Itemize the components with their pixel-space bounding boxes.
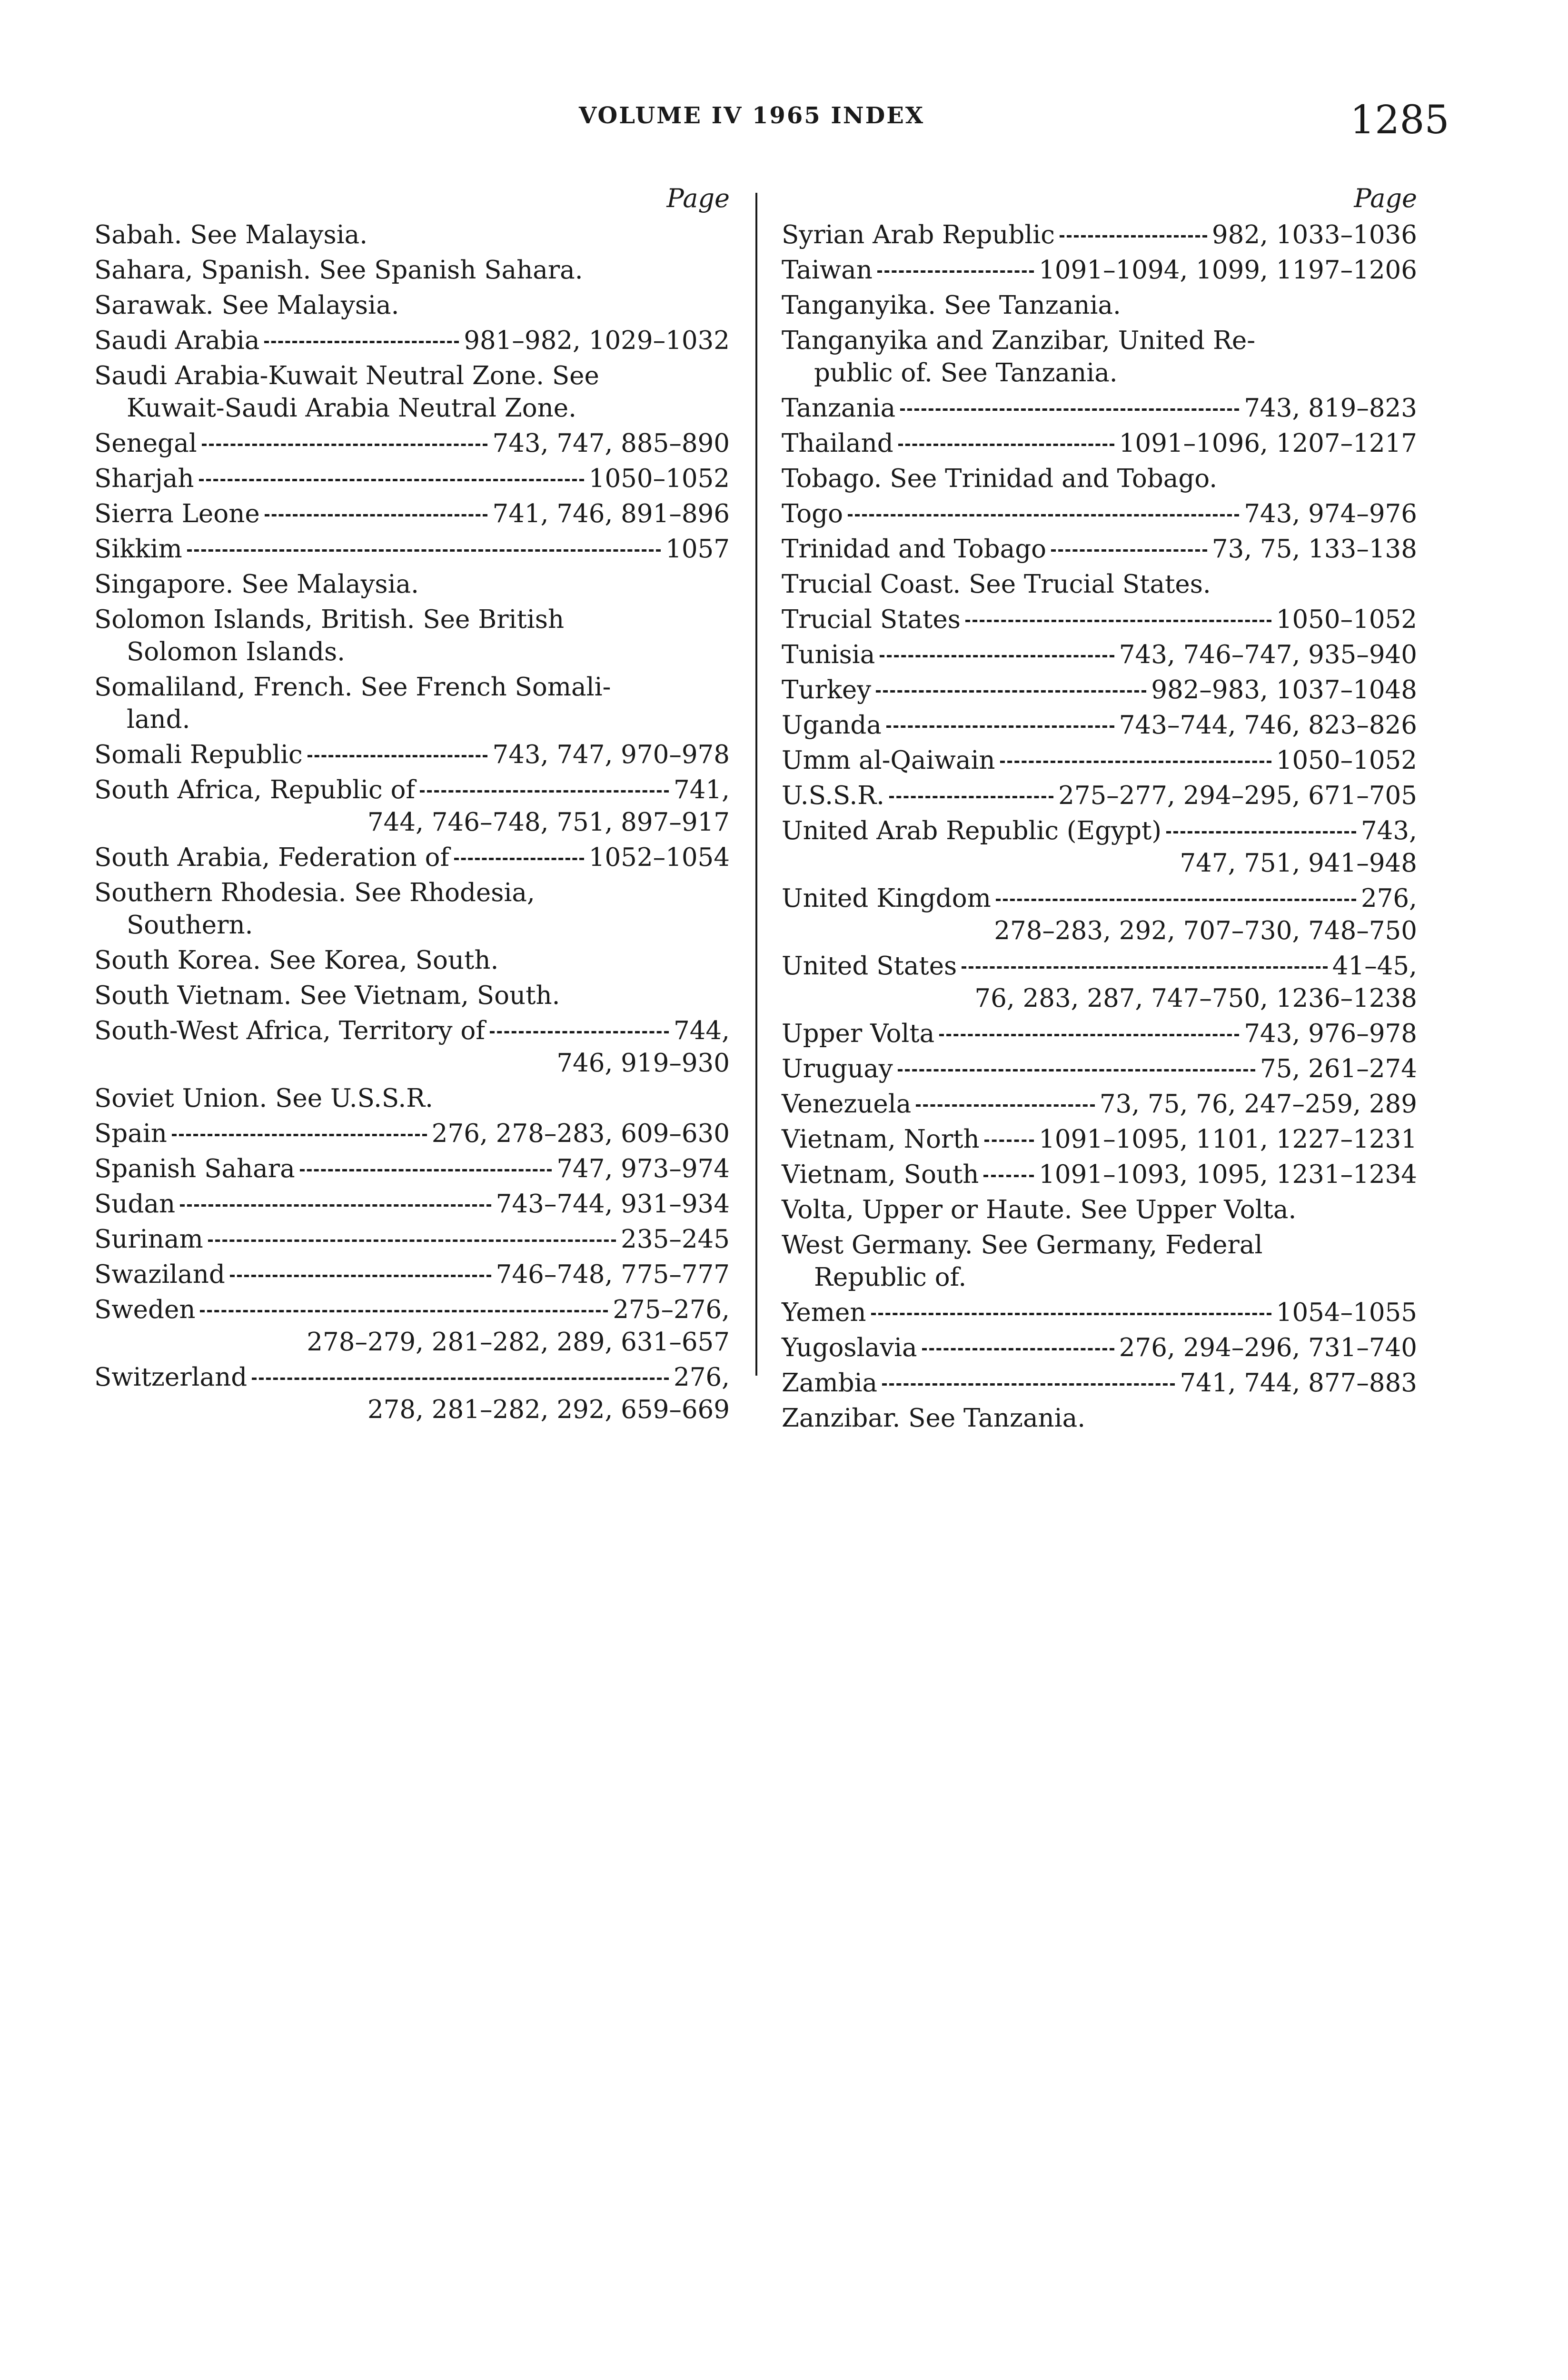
entry-line xyxy=(782,427,1417,460)
entry-pages: 275–276, xyxy=(613,1295,730,1324)
entry-continuation: Solomon Islands. xyxy=(127,637,346,666)
dot-leader xyxy=(939,1034,1239,1036)
dot-leader xyxy=(264,341,459,343)
entry-name: South Africa, Republic of xyxy=(94,775,416,804)
entry-text: Trucial Coast. See Trucial States. xyxy=(782,570,1211,599)
dot-leader xyxy=(1060,235,1207,238)
index-entry xyxy=(782,1123,1417,1156)
entry-name: Switzerland xyxy=(94,1363,248,1392)
entry-name: Sharjah xyxy=(94,464,194,493)
index-entry xyxy=(782,604,1417,636)
entry-line xyxy=(94,739,730,771)
index-entry xyxy=(94,671,730,736)
entry-line xyxy=(782,219,1417,251)
index-entry xyxy=(94,568,730,601)
index-entry xyxy=(94,1015,730,1080)
entries-right xyxy=(782,219,1417,1435)
entry-name: Upper Volta xyxy=(782,1019,935,1048)
entry-pages: 276, 278–283, 609–630 xyxy=(431,1119,730,1148)
entry-name: Taiwan xyxy=(782,256,873,285)
entry-pages: 743–744, 931–934 xyxy=(496,1190,730,1219)
index-entry xyxy=(782,427,1417,460)
index-entry xyxy=(782,1053,1417,1085)
entry-line xyxy=(94,842,730,874)
entry-line xyxy=(94,1118,730,1150)
entry-name: Spanish Sahara xyxy=(94,1154,295,1183)
entry-name: Surinam xyxy=(94,1225,203,1254)
index-entry xyxy=(94,1082,730,1115)
index-entry xyxy=(94,739,730,771)
entry-pages: 743–744, 746, 823–826 xyxy=(1119,711,1417,740)
entry-name: Togo xyxy=(782,499,843,528)
index-entry xyxy=(782,498,1417,530)
index-entry xyxy=(782,1018,1417,1050)
entry-text: Sabah. See Malaysia. xyxy=(94,220,368,249)
entry-text: Solomon Islands, British. See British xyxy=(94,605,565,634)
entry-name: Sierra Leone xyxy=(94,499,260,528)
entry-text: Zanzibar. See Tanzania. xyxy=(782,1404,1086,1433)
entry-pages: 981–982, 1029–1032 xyxy=(464,326,730,355)
entry-pages-continued: 747, 751, 941–948 xyxy=(1180,849,1417,878)
dot-leader xyxy=(200,1310,608,1312)
index-entry xyxy=(782,533,1417,565)
entry-line xyxy=(782,780,1417,812)
dot-leader xyxy=(898,444,1114,446)
index-entry xyxy=(782,1088,1417,1121)
entries-left xyxy=(94,219,730,1426)
entry-name: Somali Republic xyxy=(94,740,303,769)
entry-name: Sikkim xyxy=(94,535,182,564)
entry-pages: 741, 744, 877–883 xyxy=(1180,1368,1417,1398)
dot-leader xyxy=(490,1031,669,1033)
dot-leader xyxy=(180,1204,491,1207)
dot-leader xyxy=(922,1348,1114,1350)
entry-pages-continued: 278–283, 292, 707–730, 748–750 xyxy=(994,916,1417,945)
entry-text: South Korea. See Korea, South. xyxy=(94,946,499,975)
entry-name: United States xyxy=(782,952,957,981)
index-entry xyxy=(782,219,1417,251)
entry-pages: 235–245 xyxy=(621,1225,730,1254)
entry-line xyxy=(94,427,730,460)
entry-name: Tunisia xyxy=(782,640,875,669)
entry-name: Uganda xyxy=(782,711,882,740)
dot-leader xyxy=(962,966,1328,969)
dot-leader xyxy=(208,1240,616,1242)
entry-pages: 75, 261–274 xyxy=(1260,1054,1417,1083)
entry-pages: 743, 974–976 xyxy=(1244,499,1417,528)
entry-name: Tanzania xyxy=(782,394,896,423)
entry-pages: 982, 1033–1036 xyxy=(1211,220,1417,249)
entry-name: United Kingdom xyxy=(782,884,991,913)
entry-pages: 743, xyxy=(1360,816,1417,845)
entry-pages: 276, 294–296, 731–740 xyxy=(1119,1333,1417,1362)
dot-leader xyxy=(984,1140,1034,1142)
index-entry xyxy=(782,1297,1417,1329)
dot-leader xyxy=(230,1275,491,1277)
entry-line xyxy=(782,1123,1417,1156)
dot-leader xyxy=(886,725,1114,728)
entry-name: Sudan xyxy=(94,1190,176,1219)
index-entry xyxy=(782,289,1417,322)
index-entry xyxy=(94,289,730,322)
entry-pages: 1050–1052 xyxy=(1276,605,1417,634)
index-entry xyxy=(782,744,1417,777)
entry-name: Zambia xyxy=(782,1368,878,1398)
index-entry xyxy=(782,815,1417,880)
entry-pages: 743, 747, 885–890 xyxy=(492,429,730,458)
entry-line xyxy=(782,533,1417,565)
dot-leader xyxy=(187,549,661,552)
entry-line xyxy=(782,392,1417,425)
entry-name: Yemen xyxy=(782,1298,866,1327)
entry-pages-continued: 744, 746–748, 751, 897–917 xyxy=(367,808,730,837)
entry-text: Tobago. See Trinidad and Tobago. xyxy=(782,464,1218,493)
entry-line xyxy=(94,498,730,530)
entry-text: Sahara, Spanish. See Spanish Sahara. xyxy=(94,256,583,285)
entry-text: South Vietnam. See Vietnam, South. xyxy=(94,981,560,1010)
entry-name: Sweden xyxy=(94,1295,196,1324)
entry-continuation: public of. See Tanzania. xyxy=(814,358,1118,387)
entry-pages: 275–277, 294–295, 671–705 xyxy=(1058,781,1417,810)
dot-leader xyxy=(265,514,488,516)
index-entry xyxy=(782,1229,1417,1294)
entry-pages: 276, xyxy=(673,1363,730,1392)
entry-pages: 73, 75, 76, 247–259, 289 xyxy=(1099,1090,1417,1119)
index-entry xyxy=(782,392,1417,425)
index-entry xyxy=(94,1361,730,1426)
index-entry xyxy=(94,944,730,977)
entry-pages: 743, 747, 970–978 xyxy=(492,740,730,769)
page-column-label: Page xyxy=(1354,183,1417,213)
entry-name: Turkey xyxy=(782,675,872,704)
entry-line xyxy=(94,1259,730,1291)
entry-pages: 743, 976–978 xyxy=(1244,1019,1417,1048)
dot-leader xyxy=(202,444,488,446)
page-number: 1285 xyxy=(1350,98,1449,143)
dot-leader xyxy=(900,408,1239,411)
entry-pages-continued: 76, 283, 287, 747–750, 1236–1238 xyxy=(974,984,1417,1013)
dot-leader xyxy=(199,479,584,481)
index-entry xyxy=(782,325,1417,389)
entry-pages: 1091–1093, 1095, 1231–1234 xyxy=(1039,1160,1417,1189)
entry-text: Sarawak. See Malaysia. xyxy=(94,291,399,320)
entry-name: United Arab Republic (Egypt) xyxy=(782,816,1162,845)
entry-name: Saudi Arabia xyxy=(94,326,260,355)
index-entry xyxy=(94,774,730,839)
entry-line xyxy=(782,883,1417,915)
index-entry xyxy=(94,842,730,874)
dot-leader xyxy=(172,1134,427,1136)
index-entry xyxy=(94,427,730,460)
index-entry xyxy=(94,498,730,530)
dot-leader xyxy=(252,1378,669,1380)
entry-line xyxy=(94,1294,730,1326)
entry-name: Syrian Arab Republic xyxy=(782,220,1055,249)
column-divider xyxy=(755,193,757,1376)
index-entry xyxy=(782,709,1417,742)
dot-leader xyxy=(916,1104,1095,1107)
entry-pages: 1050–1052 xyxy=(1276,746,1417,775)
dot-leader xyxy=(898,1069,1255,1071)
index-entry xyxy=(94,1188,730,1220)
entry-line xyxy=(782,498,1417,530)
entry-continuation: land. xyxy=(127,705,190,734)
entry-line xyxy=(782,815,1417,847)
entry-line xyxy=(782,950,1417,982)
index-entry xyxy=(94,360,730,425)
entry-pages: 741, xyxy=(673,775,730,804)
entry-pages: 982–983, 1037–1048 xyxy=(1151,675,1417,704)
index-entry xyxy=(782,674,1417,706)
index-entry xyxy=(782,1332,1417,1364)
entry-text: Volta, Upper or Haute. See Upper Volta. xyxy=(782,1195,1297,1224)
entry-line xyxy=(782,744,1417,777)
index-entry xyxy=(94,1223,730,1256)
entry-text: Saudi Arabia-Kuwait Neutral Zone. See xyxy=(94,361,599,390)
entry-name: Yugoslavia xyxy=(782,1333,917,1362)
index-entry xyxy=(94,877,730,942)
entry-pages: 1057 xyxy=(665,535,730,564)
index-entry xyxy=(94,980,730,1012)
entry-pages: 1054–1055 xyxy=(1276,1298,1417,1327)
entry-line xyxy=(94,1361,730,1394)
dot-leader xyxy=(882,1383,1175,1386)
dot-leader xyxy=(880,655,1114,657)
entry-pages: 741, 746, 891–896 xyxy=(492,499,730,528)
entry-continuation: Southern. xyxy=(127,911,253,940)
dot-leader xyxy=(1166,831,1356,833)
entry-text: Tanganyika. See Tanzania. xyxy=(782,291,1121,320)
index-column-right xyxy=(782,181,1417,1435)
entry-line xyxy=(782,1332,1417,1364)
page-column-label: Page xyxy=(666,183,730,213)
entry-name: Swaziland xyxy=(94,1260,225,1289)
dot-leader xyxy=(877,270,1034,273)
entry-pages-continued: 278–279, 281–282, 289, 631–657 xyxy=(307,1328,730,1357)
entry-pages: 743, 746–747, 935–940 xyxy=(1119,640,1417,669)
entry-pages-continued: 278, 281–282, 292, 659–669 xyxy=(367,1395,730,1424)
index-entry xyxy=(94,325,730,357)
dot-leader xyxy=(871,1313,1271,1315)
entry-line xyxy=(94,325,730,357)
entry-line xyxy=(782,1088,1417,1121)
entry-pages: 744, xyxy=(673,1016,730,1045)
entry-name: South-West Africa, Territory of xyxy=(94,1016,485,1045)
dot-leader xyxy=(876,690,1146,693)
entry-line xyxy=(782,1053,1417,1085)
index-entry xyxy=(782,1367,1417,1399)
entry-continuation: Kuwait-Saudi Arabia Neutral Zone. xyxy=(127,394,576,423)
dot-leader xyxy=(996,899,1356,901)
entry-text: Singapore. See Malaysia. xyxy=(94,570,419,599)
entry-pages: 276, xyxy=(1360,884,1417,913)
entry-line xyxy=(782,604,1417,636)
entry-line xyxy=(782,254,1417,287)
entry-pages: 1091–1094, 1099, 1197–1206 xyxy=(1039,256,1417,285)
index-entry xyxy=(94,463,730,495)
index-entry xyxy=(782,950,1417,1015)
index-entry xyxy=(782,883,1417,947)
index-column-left xyxy=(94,181,730,1426)
entry-pages: 73, 75, 133–138 xyxy=(1211,535,1417,564)
index-entry xyxy=(782,568,1417,601)
index-entry xyxy=(94,533,730,565)
entry-name: Uruguay xyxy=(782,1054,893,1083)
entry-line xyxy=(94,1153,730,1185)
entry-line xyxy=(782,709,1417,742)
dot-leader xyxy=(454,858,584,860)
dot-leader xyxy=(420,790,669,793)
entry-line xyxy=(782,639,1417,671)
entry-name: Trinidad and Tobago xyxy=(782,535,1047,564)
index-entry xyxy=(782,639,1417,671)
entry-name: Senegal xyxy=(94,429,197,458)
entry-name: Umm al-Qaiwain xyxy=(782,746,995,775)
dot-leader xyxy=(1051,549,1207,552)
index-entry xyxy=(782,254,1417,287)
index-entry xyxy=(94,254,730,287)
index-entry xyxy=(782,1159,1417,1191)
index-entry xyxy=(782,780,1417,812)
entry-pages: 743, 819–823 xyxy=(1244,394,1417,423)
entry-pages: 746–748, 775–777 xyxy=(496,1260,730,1289)
entry-pages: 1091–1096, 1207–1217 xyxy=(1119,429,1417,458)
index-entry xyxy=(782,1194,1417,1226)
entry-name: Thailand xyxy=(782,429,893,458)
entry-line xyxy=(782,1159,1417,1191)
dot-leader xyxy=(983,1175,1034,1177)
entry-name: Vietnam, North xyxy=(782,1125,980,1154)
entry-name: Venezuela xyxy=(782,1090,912,1119)
entry-name: Trucial States xyxy=(782,605,961,634)
index-entry xyxy=(94,219,730,251)
entry-line xyxy=(782,1297,1417,1329)
entry-line xyxy=(782,674,1417,706)
entry-pages: 1050–1052 xyxy=(588,464,730,493)
index-entry xyxy=(782,1402,1417,1435)
entry-text: Tanganyika and Zanzibar, United Re- xyxy=(782,326,1256,355)
dot-leader xyxy=(300,1169,552,1171)
dot-leader xyxy=(308,755,488,757)
entry-pages: 1052–1054 xyxy=(588,843,730,872)
entry-line xyxy=(782,1367,1417,1399)
entry-pages-continued: 746, 919–930 xyxy=(556,1049,730,1078)
entry-name: Vietnam, South xyxy=(782,1160,979,1189)
index-entry xyxy=(94,1118,730,1150)
entry-line xyxy=(94,533,730,565)
running-header: VOLUME IV 1965 INDEX xyxy=(579,102,925,129)
entry-text: Soviet Union. See U.S.S.R. xyxy=(94,1084,433,1113)
entry-line xyxy=(94,1223,730,1256)
entry-continuation: Republic of. xyxy=(814,1263,967,1292)
index-entry xyxy=(94,1259,730,1291)
entry-text: Southern Rhodesia. See Rhodesia, xyxy=(94,878,535,907)
entry-line xyxy=(94,463,730,495)
entry-pages: 41–45, xyxy=(1332,952,1417,981)
index-entry xyxy=(94,604,730,668)
entry-name: Spain xyxy=(94,1119,167,1148)
entry-line xyxy=(94,1015,730,1047)
index-entry xyxy=(782,463,1417,495)
entry-pages: 1091–1095, 1101, 1227–1231 xyxy=(1039,1125,1417,1154)
index-entry xyxy=(94,1294,730,1359)
entry-pages: 747, 973–974 xyxy=(556,1154,730,1183)
entry-text: West Germany. See Germany, Federal xyxy=(782,1230,1263,1259)
dot-leader xyxy=(965,620,1271,622)
entry-text: Somaliland, French. See French Somali- xyxy=(94,673,611,702)
entry-line xyxy=(782,1018,1417,1050)
entry-name: South Arabia, Federation of xyxy=(94,843,450,872)
entry-line xyxy=(94,1188,730,1220)
index-entry xyxy=(94,1153,730,1185)
entry-line xyxy=(94,774,730,806)
entry-name: U.S.S.R. xyxy=(782,781,884,810)
dot-leader xyxy=(1000,761,1271,763)
dot-leader xyxy=(848,514,1239,516)
dot-leader xyxy=(889,796,1053,798)
